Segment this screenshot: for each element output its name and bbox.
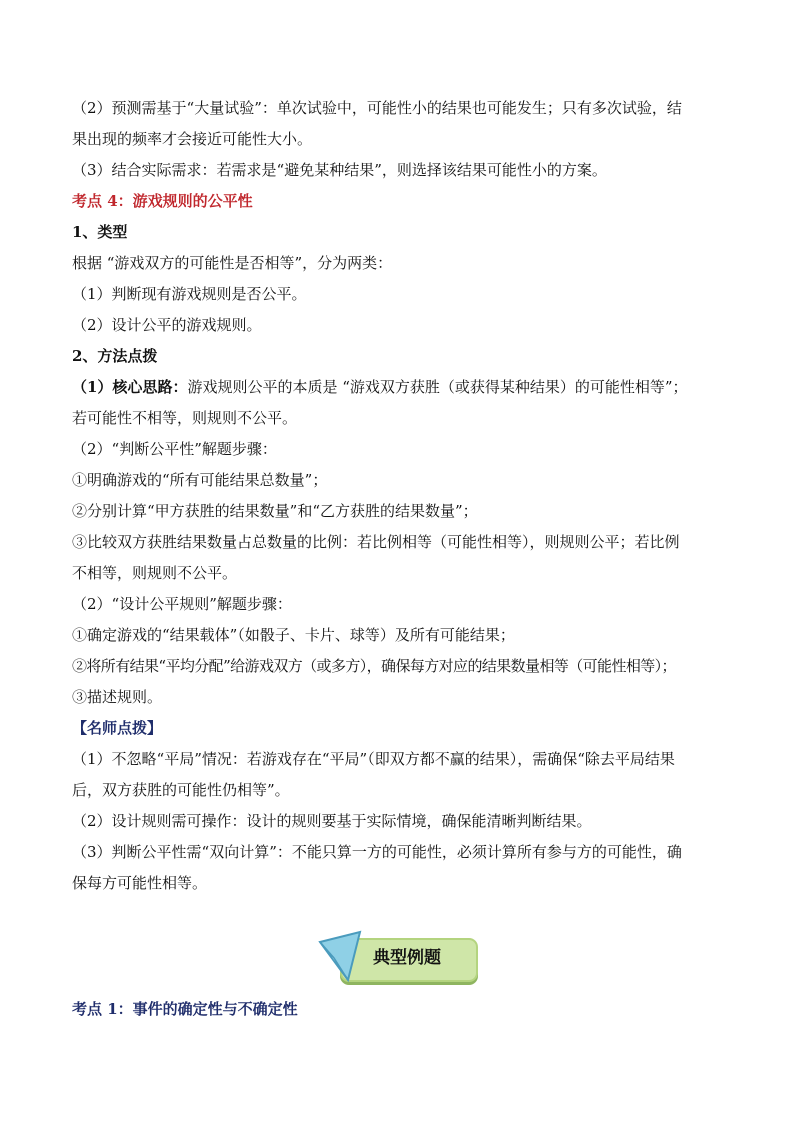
banner-title: 典型例题 — [373, 948, 441, 968]
core-idea-label: （1）核心思路： — [72, 378, 188, 396]
text-line: （1）判断现有游戏规则是否公平。 — [72, 285, 307, 303]
text-line: （2）设计规则需可操作：设计的规则要基于实际情境，确保能清晰判断结果。 — [72, 812, 592, 830]
subheading: 2、方法点拨 — [72, 347, 158, 365]
text-line: ①明确游戏的“所有可能结果总数量”； — [72, 471, 328, 489]
core-idea-text: 游戏规则公平的本质是 “游戏双方获胜（或获得某种结果）的可能性相等”； — [187, 378, 688, 396]
text-line: ③描述规则。 — [72, 688, 163, 706]
text-line: （2）“设计公平规则”解题步骤： — [72, 595, 292, 613]
example-banner — [316, 930, 478, 986]
text-line: （3）判断公平性需“双向计算”：不能只算一方的可能性，必须计算所有参与方的可能性，确 — [72, 843, 682, 861]
section-heading: 考点 1：事件的确定性与不确定性 — [72, 1000, 298, 1018]
text-line: 保每方可能性相等。 — [72, 874, 208, 892]
text-line: 后，双方获胜的可能性仍相等”。 — [72, 781, 290, 799]
text-line: 果出现的频率才会接近可能性大小。 — [72, 130, 313, 148]
section-heading: 考点 4：游戏规则的公平性 — [72, 192, 253, 210]
text-line: （2）设计公平的游戏规则。 — [72, 316, 262, 334]
text-line: 根据 “游戏双方的可能性是否相等”，分为两类： — [72, 254, 393, 272]
arrow-icon — [316, 930, 364, 986]
text-line: 若可能性不相等，则规则不公平。 — [72, 409, 298, 427]
text-line: 不相等，则规则不公平。 — [72, 564, 238, 582]
text-line: ②将所有结果“平均分配”给游戏双方（或多方），确保每方对应的结果数量相等（可能性相等）； — [72, 657, 676, 675]
text-line: ①确定游戏的“结果载体”（如骰子、卡片、球等）及所有可能结果； — [72, 626, 515, 644]
text-line: （1）不忽略“平局”情况：若游戏存在“平局”（即双方都不赢的结果），需确保“除去平局结果 — [72, 750, 675, 768]
text-line: （2）预测需基于“大量试验”：单次试验中，可能性小的结果也可能发生；只有多次试验，结 — [72, 99, 682, 117]
subheading: 1、类型 — [72, 223, 128, 241]
tip-heading: 【名师点拨】 — [72, 719, 163, 737]
text-line: ②分别计算“甲方获胜的结果数量”和“乙方获胜的结果数量”； — [72, 502, 478, 520]
text-line — [72, 372, 722, 403]
text-line: （2）“判断公平性”解题步骤： — [72, 440, 277, 458]
text-line: （3）结合实际需求：若需求是“避免某种结果”，则选择该结果可能性小的方案。 — [72, 161, 607, 179]
text-line: ③比较双方获胜结果数量占总数量的比例：若比例相等（可能性相等），则规则公平；若比例 — [72, 533, 680, 551]
